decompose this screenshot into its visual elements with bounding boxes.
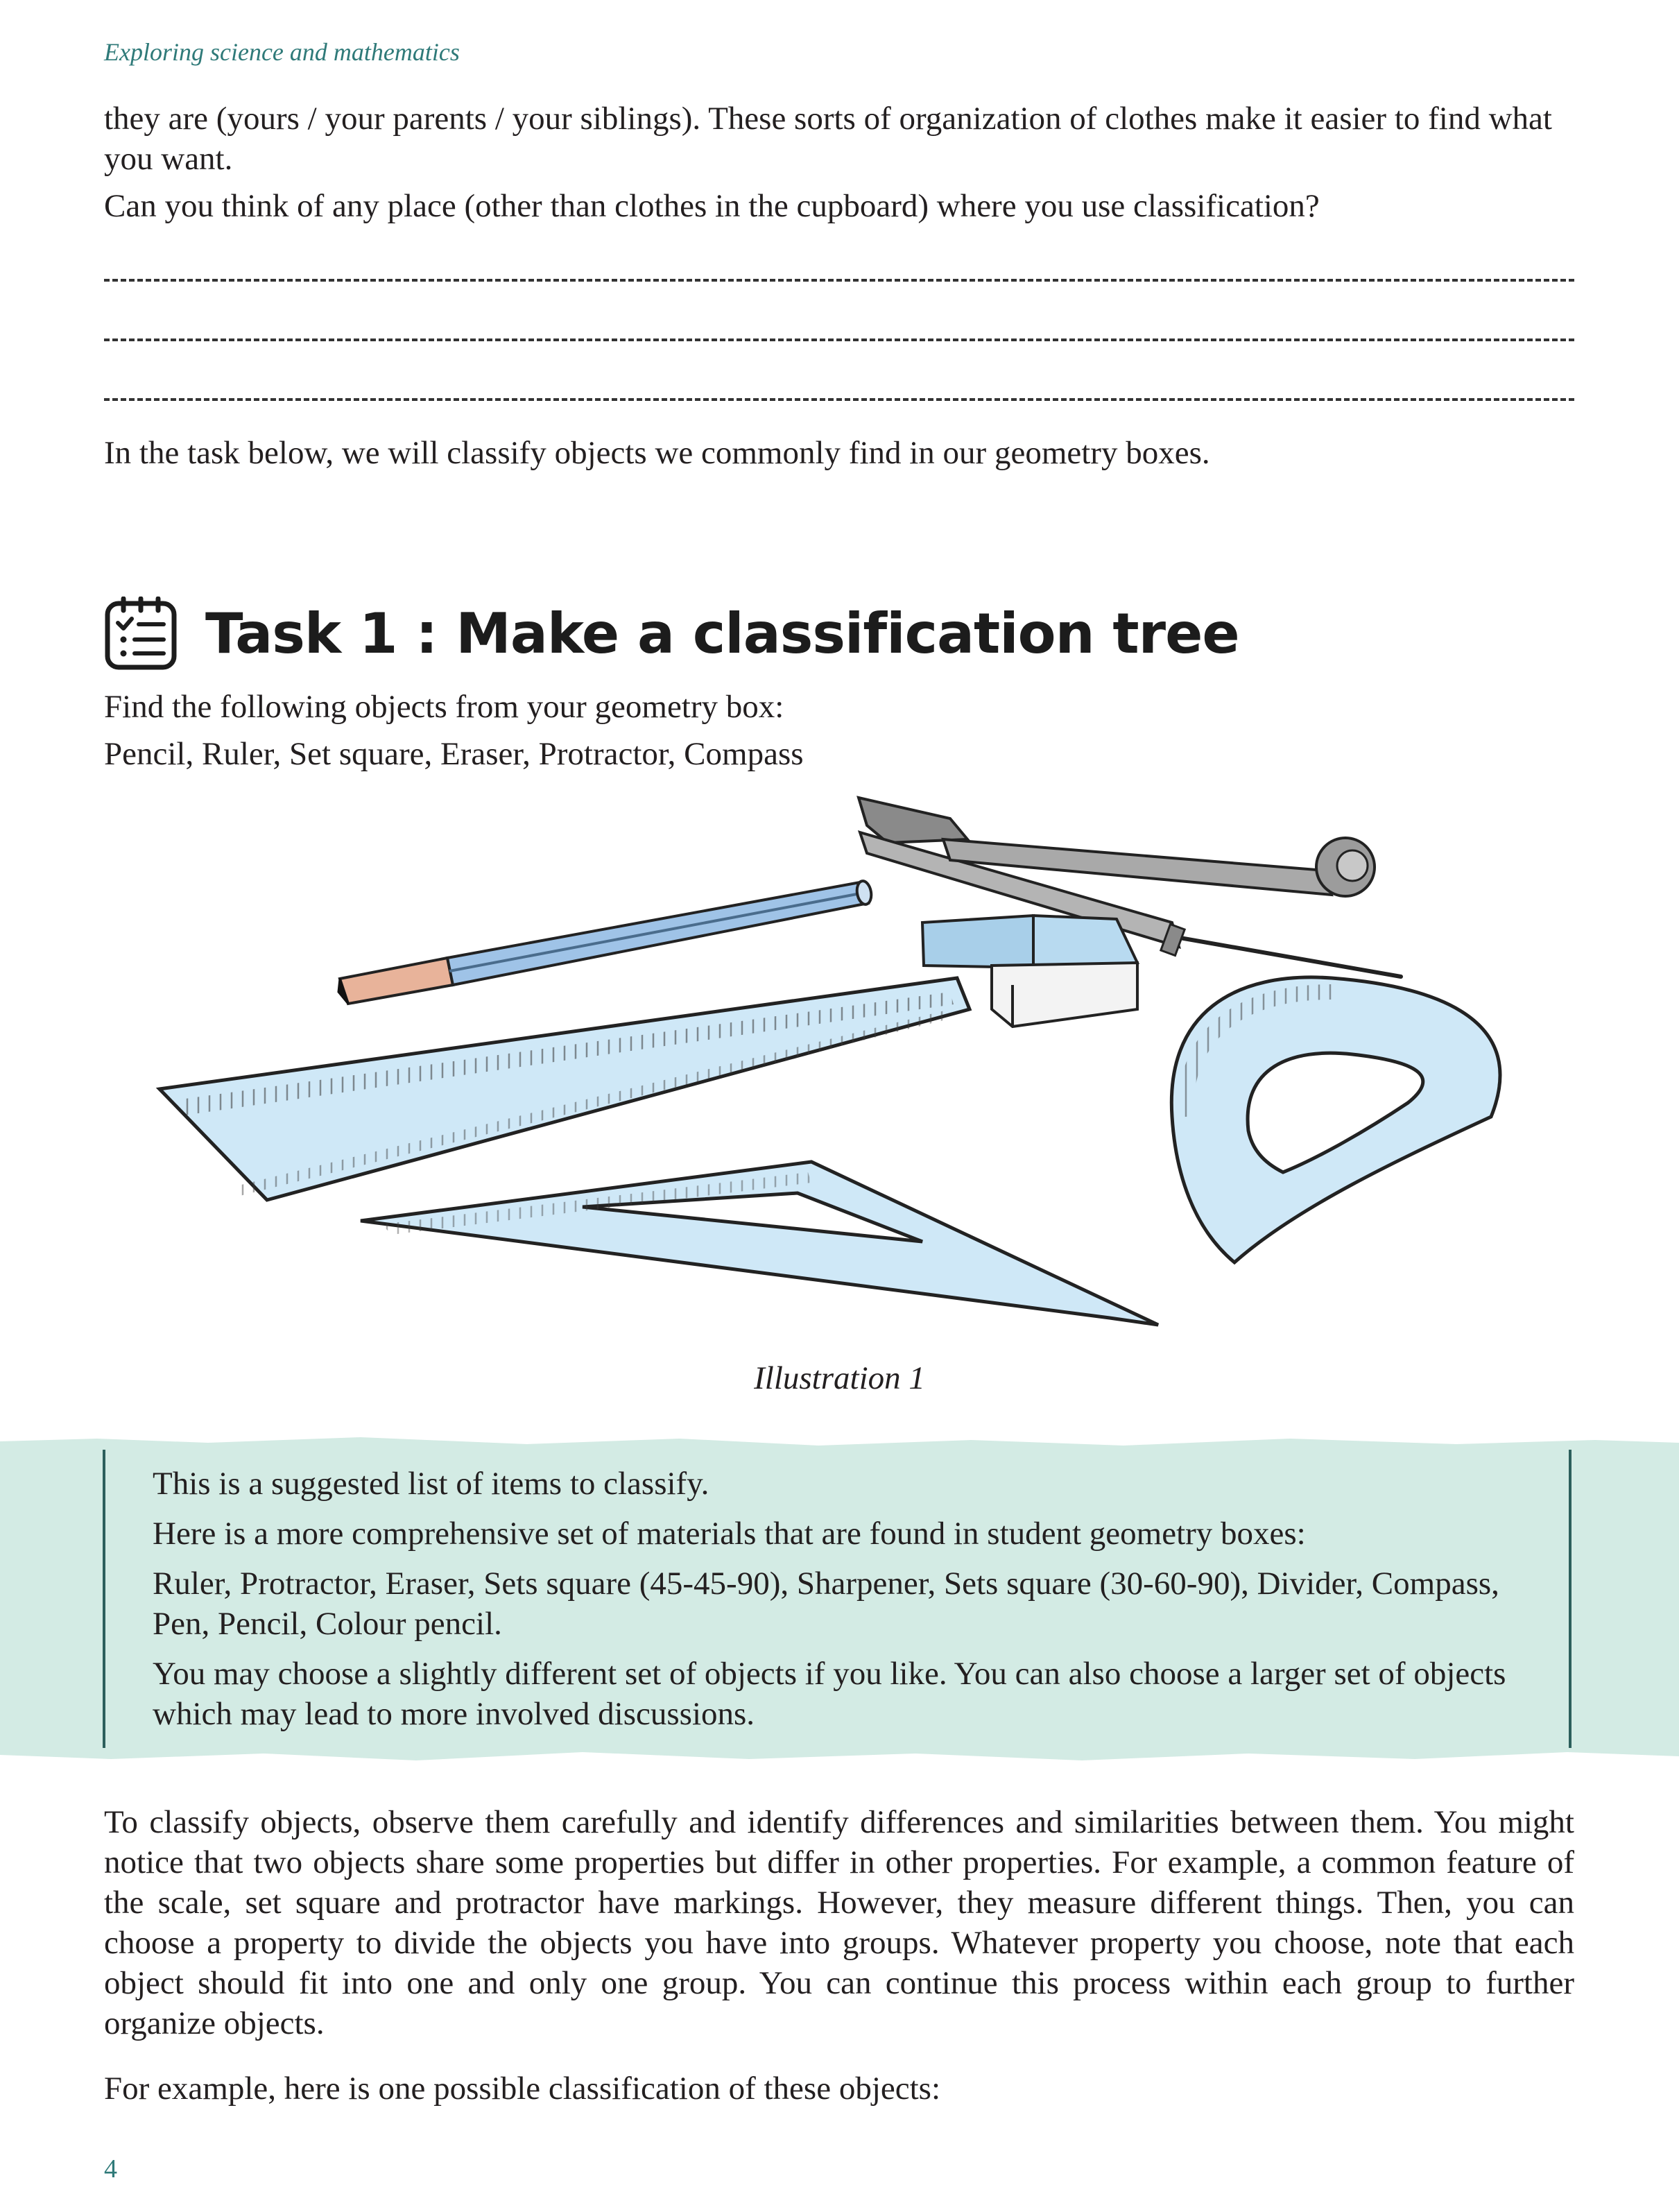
note-line: This is a suggested list of items to classify. [153,1466,709,1502]
page-number: 4 [104,2154,117,2184]
task-title: Task 1 : Make a classification tree [205,601,1239,666]
pencil-image [338,880,873,1004]
note-line: Here is a more comprehensive set of materials that are found in student geometry boxes: [153,1516,1306,1552]
answer-line-2[interactable] [104,338,1574,341]
protractor-image [1171,977,1500,1262]
geometry-box-illustration [153,784,1526,1339]
answer-line-1[interactable] [104,279,1574,282]
note-line: Ruler, Protractor, Eraser, Sets square (45-45-90), Sharpener, Sets square (30-60-90), Divider, Compass, Pen, Pencil, Colour pencil. [153,1566,1499,1642]
illustration-caption: Illustration 1 [754,1360,925,1396]
intro-lead-in: In the task below, we will classify objects we commonly find in our geometry boxes. [104,435,1210,471]
facilitator-note [0,1436,1679,1762]
running-header: Exploring science and mathematics [104,38,460,66]
task-instruction: Find the following objects from your geometry box: [104,689,784,725]
note-line: You may choose a slightly different set of objects if you like. You can also choose a larger set of objects which may lead to more involved discussions. [153,1656,1506,1732]
checklist-icon [104,597,178,670]
answer-line-3[interactable] [104,398,1574,401]
ruler-image [160,978,970,1200]
note-right-border [1569,1450,1572,1748]
example-intro: For example, here is one possible classification of these objects: [104,2070,941,2107]
intro-continuation: they are (yours / your parents / your siblings). These sorts of organization of clothes make it easier to find what you want. [104,101,1552,177]
classification-paragraph: To classify objects, observe them carefully and identify differences and similarities between them. You might notice that two objects share some properties but differ in other properties. For example, a common feature of the scale, set square and protractor have markings. However, they measure different things. Then, you can choose a property to divide the objects you have into groups. Whatever property you choose, note that each object should fit into one and only one group. You can continue this process within each group to further organize objects. [104,1804,1574,2041]
note-content [153,1464,1519,1744]
intro-question: Can you think of any place (other than clothes in the cupboard) where you use classification? [104,188,1320,224]
task-object-list: Pencil, Ruler, Set square, Eraser, Protractor, Compass [104,736,804,772]
set-square-image [361,1162,1158,1325]
note-left-border [103,1450,105,1748]
task-heading [104,595,1239,671]
